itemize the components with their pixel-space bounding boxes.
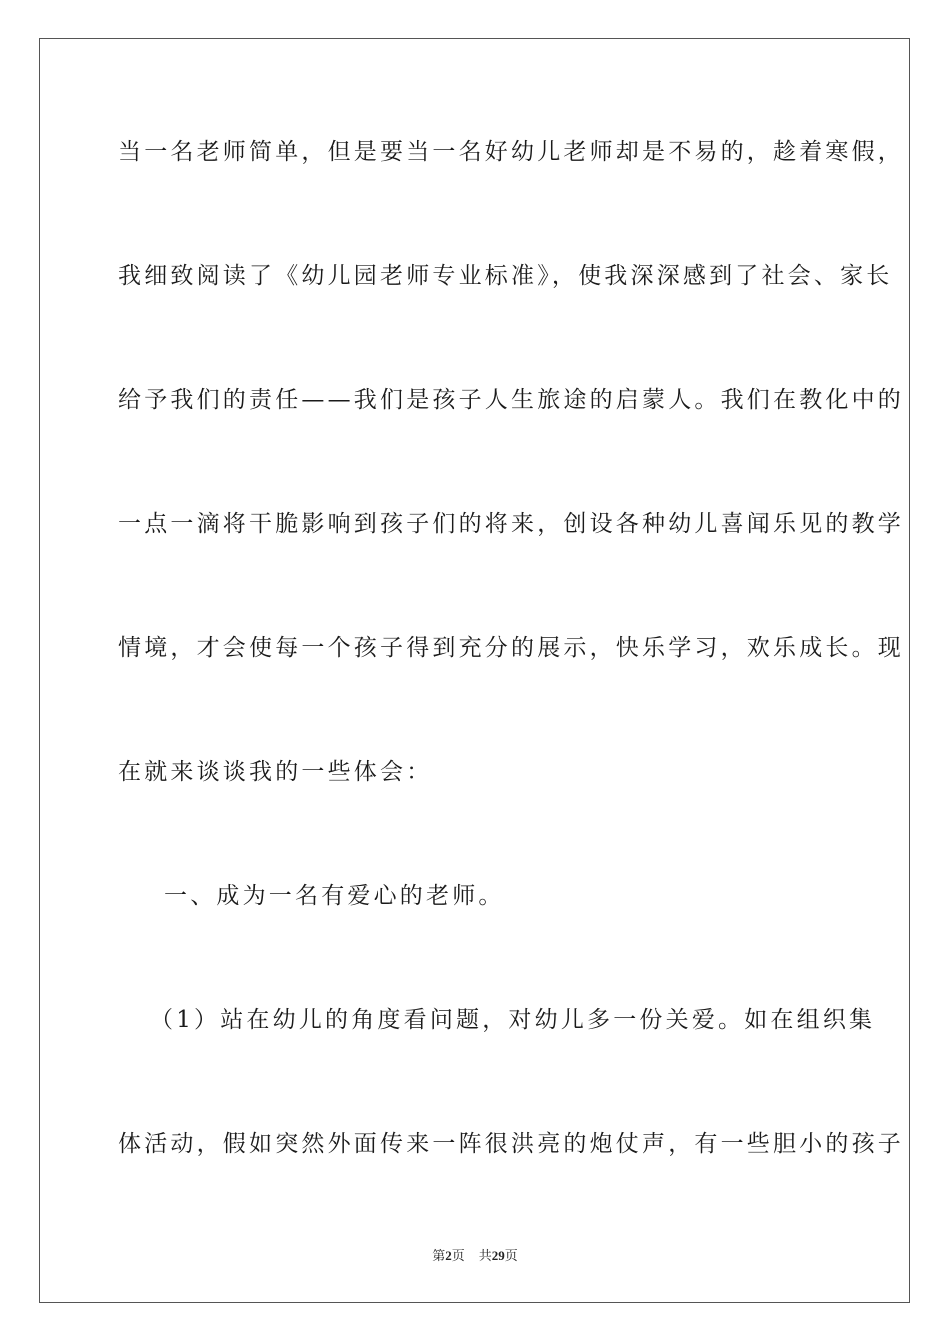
- body-text-line-3: 给予我们的责任——我们是孩子人生旅途的启蒙人。我们在教化中的: [118, 387, 904, 413]
- body-text-line-1: 当一名老师简单，但是要当一名好幼儿老师却是不易的，趁着寒假，: [118, 139, 904, 165]
- body-text-line-4: 一点一滴将干脆影响到孩子们的将来，创设各种幼儿喜闻乐见的教学: [118, 511, 904, 537]
- page-suffix: 页: [451, 1249, 465, 1264]
- body-text-line-2: 我细致阅读了《幼儿园老师专业标准》，使我深深感到了社会、家长: [118, 263, 893, 289]
- total-prefix: 共: [478, 1249, 492, 1264]
- page-footer: [0, 1247, 950, 1266]
- page-number: 2: [445, 1248, 452, 1263]
- total-pages: 29: [491, 1248, 505, 1263]
- body-text-line-5: 情境，才会使每一个孩子得到充分的展示，快乐学习，欢乐成长。现: [118, 635, 904, 661]
- body-text-line-6: 在就来谈谈我的一些体会：: [118, 759, 433, 785]
- page-border: [39, 38, 910, 1303]
- body-text-line-8: （1）站在幼儿的角度看问题，对幼儿多一份关爱。如在组织集: [150, 1007, 876, 1033]
- section-heading: 一、成为一名有爱心的老师。: [164, 883, 505, 909]
- total-suffix: 页: [504, 1249, 518, 1264]
- page-prefix: 第: [432, 1249, 446, 1264]
- body-text-line-9: 体活动，假如突然外面传来一阵很洪亮的炮仗声，有一些胆小的孩子: [118, 1131, 904, 1157]
